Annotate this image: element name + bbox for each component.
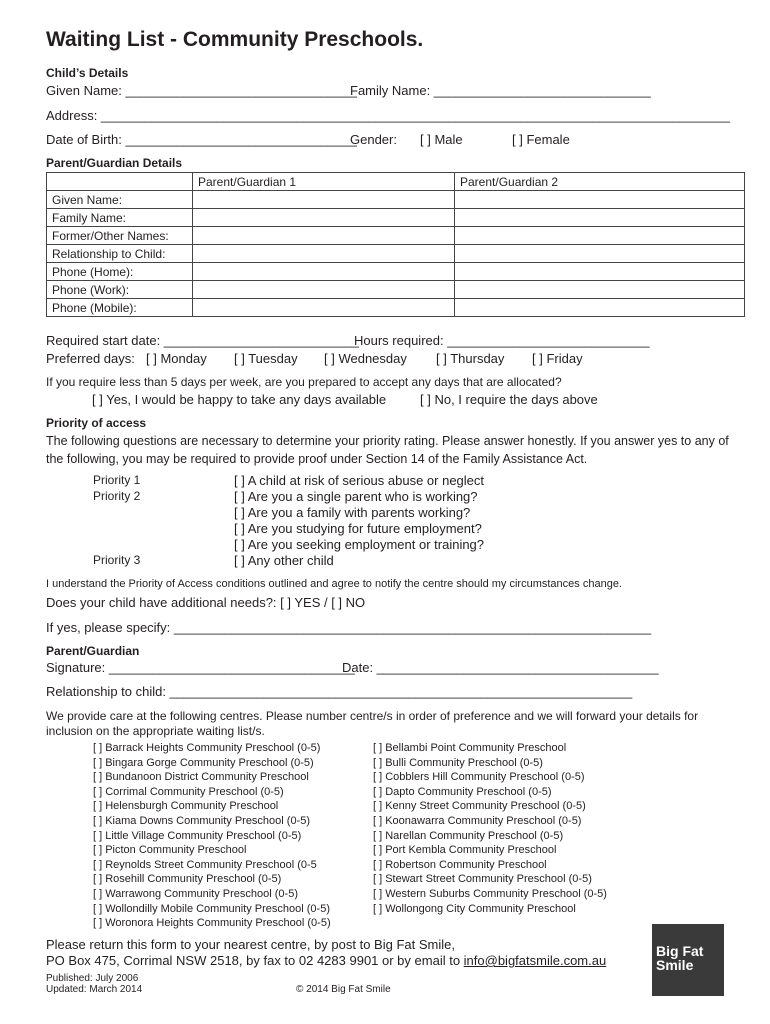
additional-needs-field[interactable]: Does your child have additional needs?: [ ] YES / [ ] NO: [46, 595, 366, 610]
accept-days-no-checkbox[interactable]: [ ] No, I require the days above: [420, 392, 598, 407]
centre-checkbox[interactable]: [ ] Helensburgh Community Preschool: [93, 800, 279, 813]
day-friday-checkbox[interactable]: [ ] Friday: [532, 351, 583, 366]
updated-date: Updated: March 2014: [46, 984, 143, 995]
day-tuesday-checkbox[interactable]: [ ] Tuesday: [234, 351, 298, 366]
centre-checkbox[interactable]: [ ] Robertson Community Preschool: [373, 858, 547, 871]
centre-checkbox[interactable]: [ ] Koonawarra Community Preschool (0-5): [373, 814, 582, 827]
centres-intro: We provide care at the following centres. Please number centre/s in order of preference and we will forward your details for inclusion on the appropriate waiting list/s.: [46, 709, 699, 738]
centres-right-list: [373, 741, 607, 916]
needs-specify-field[interactable]: If yes, please specify: __________________________________________________________________: [46, 620, 652, 635]
priority-parents-working-checkbox[interactable]: [ ] Are you a family with parents working?: [234, 505, 471, 520]
gender-male-checkbox[interactable]: [ ] Male: [420, 132, 463, 147]
row-label: Relationship to Child:: [47, 245, 193, 263]
priority-studying-checkbox[interactable]: [ ] Are you studying for future employment?: [234, 521, 482, 536]
logo-line2: Smile: [656, 957, 694, 973]
centre-checkbox[interactable]: [ ] Warrawong Community Preschool (0-5): [93, 887, 298, 900]
centre-checkbox[interactable]: [ ] Little Village Community Preschool (0-5): [93, 829, 302, 842]
centre-checkbox[interactable]: [ ] Rosehill Community Preschool (0-5): [93, 873, 282, 886]
guardian2-former-names-cell[interactable]: [455, 227, 745, 245]
row-label: Phone (Home):: [47, 263, 193, 281]
gender-female-checkbox[interactable]: [ ] Female: [512, 132, 570, 147]
table-header-guardian2: Parent/Guardian 2: [455, 173, 745, 191]
return-instructions-line1: Please return this form to your nearest centre, by post to Big Fat Smile,: [46, 937, 455, 952]
relationship-field[interactable]: Relationship to child: ________________________________________________________________: [46, 684, 633, 699]
priority-seeking-employment-checkbox[interactable]: [ ] Are you seeking employment or training?: [234, 537, 485, 552]
centre-checkbox[interactable]: [ ] Bulli Community Preschool (0-5): [373, 756, 543, 769]
guardian1-relationship-cell[interactable]: [193, 245, 455, 263]
guardian2-phone-home-cell[interactable]: [455, 263, 745, 281]
table-header-guardian1: Parent/Guardian 1: [193, 173, 455, 191]
signature-date-field[interactable]: Date: _______________________________________: [342, 660, 659, 675]
form-title: Waiting List - Community Preschools.: [46, 28, 424, 51]
guardian1-given-name-cell[interactable]: [193, 191, 455, 209]
days-question: If you require less than 5 days per week, are you prepared to accept any days that are allocated?: [46, 375, 562, 389]
big-fat-smile-logo: [652, 924, 724, 996]
centre-checkbox[interactable]: [ ] Bingara Gorge Community Preschool (0-5): [93, 756, 314, 769]
centre-checkbox[interactable]: [ ] Corrimal Community Preschool (0-5): [93, 785, 284, 798]
child-dob-field[interactable]: Date of Birth: ________________________________: [46, 132, 357, 147]
guardian2-phone-work-cell[interactable]: [455, 281, 745, 299]
childs-details-heading: Child’s Details: [46, 66, 129, 80]
priority-2-label: Priority 2: [93, 489, 141, 503]
row-label: Given Name:: [47, 191, 193, 209]
priority-3-label: Priority 3: [93, 553, 141, 567]
guardian2-phone-mobile-cell[interactable]: [455, 299, 745, 317]
email-link[interactable]: info@bigfatsmile.com.au: [463, 953, 607, 968]
preferred-days-label: Preferred days:: [46, 351, 135, 366]
row-label: Phone (Work):: [47, 281, 193, 299]
row-label: Former/Other Names:: [47, 227, 193, 245]
centre-checkbox[interactable]: [ ] Cobblers Hill Community Preschool (0-5): [373, 771, 585, 784]
centre-checkbox[interactable]: [ ] Kenny Street Community Preschool (0-5): [373, 800, 586, 813]
day-thursday-checkbox[interactable]: [ ] Thursday: [436, 351, 505, 366]
guardian1-phone-home-cell[interactable]: [193, 263, 455, 281]
priority-single-parent-checkbox[interactable]: [ ] Are you a single parent who is working?: [234, 489, 478, 504]
centre-checkbox[interactable]: [ ] Kiama Downs Community Preschool (0-5): [93, 814, 311, 827]
gender-label: Gender:: [350, 132, 397, 147]
return-address-text: PO Box 475, Corrimal NSW 2518, by fax to 02 4283 9901 or by email to: [46, 953, 461, 968]
priority-intro: The following questions are necessary to determine your priority rating. Please answer honestly. If you answer yes to any of the following, you may be required to provide proof under Section 14 of the Family Assistance Act.: [46, 434, 729, 466]
priority-understand-statement: I understand the Priority of Access conditions outlined and agree to notify the centre should my circumstances change.: [46, 578, 622, 590]
centre-checkbox[interactable]: [ ] Wollondilly Mobile Community Preschool (0-5): [93, 902, 330, 915]
child-given-name-field[interactable]: Given Name: ________________________________: [46, 83, 357, 98]
row-label: Phone (Mobile):: [47, 299, 193, 317]
centre-checkbox[interactable]: [ ] Woronora Heights Community Preschool (0-5): [93, 917, 331, 930]
return-instructions-line2: [46, 953, 606, 968]
published-date: Published: July 2006: [46, 973, 139, 984]
day-wednesday-checkbox[interactable]: [ ] Wednesday: [324, 351, 407, 366]
parent-details-heading: Parent/Guardian Details: [46, 156, 183, 170]
centre-checkbox[interactable]: [ ] Port Kembla Community Preschool: [373, 844, 557, 857]
day-monday-checkbox[interactable]: [ ] Monday: [146, 351, 207, 366]
priority-risk-checkbox[interactable]: [ ] A child at risk of serious abuse or neglect: [234, 473, 485, 488]
copyright: © 2014 Big Fat Smile: [296, 984, 391, 995]
parent-guardian-table: [46, 172, 745, 317]
centre-checkbox[interactable]: [ ] Barrack Heights Community Preschool (0-5): [93, 742, 321, 754]
centre-checkbox[interactable]: [ ] Dapto Community Preschool (0-5): [373, 785, 552, 798]
centre-checkbox[interactable]: [ ] Wollongong City Community Preschool: [373, 902, 576, 915]
centre-checkbox[interactable]: [ ] Stewart Street Community Preschool (0-5): [373, 873, 592, 886]
guardian2-given-name-cell[interactable]: [455, 191, 745, 209]
accept-days-yes-checkbox[interactable]: [ ] Yes, I would be happy to take any days available: [92, 392, 387, 407]
start-date-field[interactable]: Required start date: ___________________________: [46, 333, 359, 348]
child-address-field[interactable]: Address: _______________________________________________________________________________________: [46, 108, 730, 123]
centre-checkbox[interactable]: [ ] Western Suburbs Community Preschool (0-5): [373, 887, 607, 900]
child-family-name-field[interactable]: Family Name: ______________________________: [350, 83, 651, 98]
guardian-heading: Parent/Guardian: [46, 644, 140, 658]
priority-1-label: Priority 1: [93, 473, 141, 487]
guardian2-relationship-cell[interactable]: [455, 245, 745, 263]
centre-checkbox[interactable]: [ ] Bellambi Point Community Preschool: [373, 742, 567, 754]
guardian1-phone-work-cell[interactable]: [193, 281, 455, 299]
guardian1-phone-mobile-cell[interactable]: [193, 299, 455, 317]
centres-left-list: [93, 741, 331, 931]
guardian2-family-name-cell[interactable]: [455, 209, 745, 227]
guardian1-former-names-cell[interactable]: [193, 227, 455, 245]
priority-other-child-checkbox[interactable]: [ ] Any other child: [234, 553, 334, 568]
table-header-blank: [47, 173, 193, 191]
priority-heading: Priority of access: [46, 416, 147, 430]
row-label: Family Name:: [47, 209, 193, 227]
hours-required-field[interactable]: Hours required: ____________________________: [354, 333, 650, 348]
centre-checkbox[interactable]: [ ] Reynolds Street Community Preschool (0-5: [93, 858, 317, 871]
centre-checkbox[interactable]: [ ] Bundanoon District Community Preschool: [93, 771, 309, 784]
centre-checkbox[interactable]: [ ] Narellan Community Preschool (0-5): [373, 829, 564, 842]
logo-line1: Big Fat: [656, 943, 704, 959]
centre-checkbox[interactable]: [ ] Picton Community Preschool: [93, 844, 247, 857]
signature-field[interactable]: Signature: __________________________________: [46, 660, 355, 675]
guardian1-family-name-cell[interactable]: [193, 209, 455, 227]
